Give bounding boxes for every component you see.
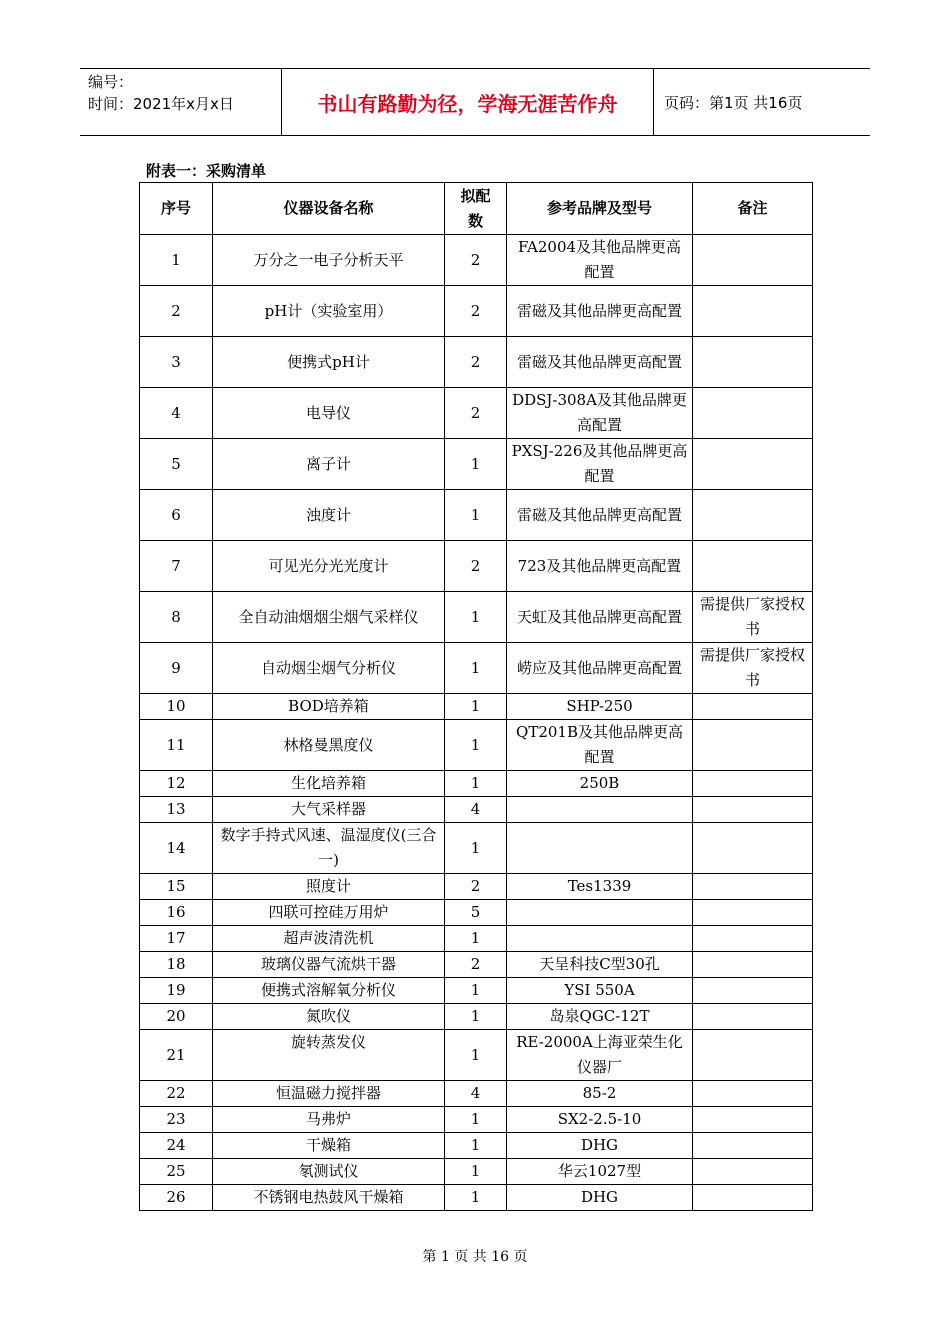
table-row — [140, 643, 813, 694]
cell-note — [693, 235, 813, 286]
cell-note — [693, 797, 813, 823]
cell-name: 旋转蒸发仪 — [213, 1030, 445, 1081]
cell-qty: 4 — [445, 1081, 507, 1107]
cell-model: 723及其他品牌更高配置 — [507, 541, 693, 592]
cell-model: PXSJ-226及其他品牌更高配置 — [507, 439, 693, 490]
cell-qty: 1 — [445, 1185, 507, 1211]
cell-note — [693, 1004, 813, 1030]
header-meta — [80, 69, 282, 135]
cell-name: BOD培养箱 — [213, 694, 445, 720]
cell-model: 85-2 — [507, 1081, 693, 1107]
cell-no: 18 — [140, 952, 213, 978]
cell-model — [507, 823, 693, 874]
cell-model: 天呈科技C型30孔 — [507, 952, 693, 978]
cell-name: 玻璃仪器气流烘干器 — [213, 952, 445, 978]
cell-model: DDSJ-308A及其他品牌更高配置 — [507, 388, 693, 439]
cell-name: 马弗炉 — [213, 1107, 445, 1133]
header-motto: 书山有路勤为径，学海无涯苦作舟 — [282, 69, 654, 135]
cell-note — [693, 388, 813, 439]
cell-note — [693, 541, 813, 592]
cell-no: 17 — [140, 926, 213, 952]
cell-no: 3 — [140, 337, 213, 388]
table-row — [140, 1133, 813, 1159]
cell-note — [693, 900, 813, 926]
cell-note — [693, 337, 813, 388]
header-model: 参考品牌及型号 — [507, 183, 693, 235]
cell-no: 25 — [140, 1159, 213, 1185]
cell-model: 雷磁及其他品牌更高配置 — [507, 490, 693, 541]
page-header — [80, 68, 870, 136]
header-page-info: 页码：第1页 共16页 — [664, 93, 803, 112]
table-row — [140, 926, 813, 952]
cell-name: 可见光分光光度计 — [213, 541, 445, 592]
cell-name: 氮吹仪 — [213, 1004, 445, 1030]
cell-no: 5 — [140, 439, 213, 490]
cell-qty: 1 — [445, 1107, 507, 1133]
cell-name: 恒温磁力搅拌器 — [213, 1081, 445, 1107]
cell-name: 全自动油烟烟尘烟气采样仪 — [213, 592, 445, 643]
cell-qty: 5 — [445, 900, 507, 926]
table-row — [140, 337, 813, 388]
cell-qty: 1 — [445, 1004, 507, 1030]
cell-note — [693, 490, 813, 541]
cell-model — [507, 900, 693, 926]
cell-note — [693, 771, 813, 797]
cell-model: SHP-250 — [507, 694, 693, 720]
header-note: 备注 — [693, 183, 813, 235]
cell-qty: 1 — [445, 439, 507, 490]
table-row — [140, 797, 813, 823]
cell-model: DHG — [507, 1133, 693, 1159]
procurement-table — [139, 182, 813, 1211]
cell-model — [507, 797, 693, 823]
cell-qty: 1 — [445, 1159, 507, 1185]
cell-no: 2 — [140, 286, 213, 337]
cell-name: 大气采样器 — [213, 797, 445, 823]
cell-qty: 2 — [445, 874, 507, 900]
cell-model: 崂应及其他品牌更高配置 — [507, 643, 693, 694]
header-qty: 拟配数 — [445, 183, 507, 235]
cell-name: 林格曼黑度仪 — [213, 720, 445, 771]
table-body — [140, 235, 813, 1211]
cell-model: RE-2000A上海亚荣生化仪器厂 — [507, 1030, 693, 1081]
table-row — [140, 978, 813, 1004]
cell-qty: 2 — [445, 235, 507, 286]
cell-model: Tes1339 — [507, 874, 693, 900]
cell-name: 离子计 — [213, 439, 445, 490]
table-row — [140, 1081, 813, 1107]
cell-qty: 1 — [445, 694, 507, 720]
table-row — [140, 1004, 813, 1030]
table-row — [140, 823, 813, 874]
cell-note — [693, 720, 813, 771]
cell-name: 电导仪 — [213, 388, 445, 439]
cell-name: 便携式pH计 — [213, 337, 445, 388]
cell-name: 照度计 — [213, 874, 445, 900]
table-row — [140, 541, 813, 592]
cell-name: 浊度计 — [213, 490, 445, 541]
table-row — [140, 1107, 813, 1133]
cell-note — [693, 1159, 813, 1185]
cell-note: 需提供厂家授权书 — [693, 592, 813, 643]
cell-model: 岛泉QGC-12T — [507, 1004, 693, 1030]
cell-qty: 4 — [445, 797, 507, 823]
cell-no: 13 — [140, 797, 213, 823]
cell-name: 氡测试仪 — [213, 1159, 445, 1185]
table-row — [140, 439, 813, 490]
cell-no: 26 — [140, 1185, 213, 1211]
cell-note — [693, 286, 813, 337]
table-row — [140, 286, 813, 337]
cell-note — [693, 1133, 813, 1159]
cell-no: 6 — [140, 490, 213, 541]
table-row — [140, 952, 813, 978]
cell-model: YSI 550A — [507, 978, 693, 1004]
cell-qty: 2 — [445, 952, 507, 978]
cell-model: 雷磁及其他品牌更高配置 — [507, 286, 693, 337]
cell-note — [693, 926, 813, 952]
cell-qty: 1 — [445, 978, 507, 1004]
cell-no: 15 — [140, 874, 213, 900]
table-row — [140, 874, 813, 900]
table-caption: 附表一：采购清单 — [146, 162, 267, 180]
cell-qty: 2 — [445, 337, 507, 388]
table-row — [140, 592, 813, 643]
cell-qty: 1 — [445, 1133, 507, 1159]
cell-no: 16 — [140, 900, 213, 926]
cell-note: 需提供厂家授权书 — [693, 643, 813, 694]
cell-name: 便携式溶解氧分析仪 — [213, 978, 445, 1004]
cell-model: FA2004及其他品牌更高配置 — [507, 235, 693, 286]
table-header-row — [140, 183, 813, 235]
cell-no: 19 — [140, 978, 213, 1004]
cell-no: 20 — [140, 1004, 213, 1030]
cell-qty: 1 — [445, 720, 507, 771]
cell-model: 雷磁及其他品牌更高配置 — [507, 337, 693, 388]
cell-note — [693, 978, 813, 1004]
cell-no: 7 — [140, 541, 213, 592]
table-row — [140, 900, 813, 926]
cell-no: 23 — [140, 1107, 213, 1133]
cell-name: 万分之一电子分析天平 — [213, 235, 445, 286]
cell-qty: 2 — [445, 388, 507, 439]
cell-note — [693, 439, 813, 490]
cell-model: QT201B及其他品牌更高配置 — [507, 720, 693, 771]
cell-no: 10 — [140, 694, 213, 720]
cell-note — [693, 823, 813, 874]
cell-qty: 2 — [445, 286, 507, 337]
cell-model: 250B — [507, 771, 693, 797]
cell-note — [693, 1081, 813, 1107]
cell-no: 22 — [140, 1081, 213, 1107]
cell-qty: 1 — [445, 823, 507, 874]
table-row — [140, 771, 813, 797]
table-row — [140, 490, 813, 541]
cell-name: 不锈钢电热鼓风干燥箱 — [213, 1185, 445, 1211]
cell-no: 1 — [140, 235, 213, 286]
table-row — [140, 720, 813, 771]
header-no: 序号 — [140, 183, 213, 235]
cell-no: 21 — [140, 1030, 213, 1081]
cell-qty: 1 — [445, 1030, 507, 1081]
table-row — [140, 235, 813, 286]
cell-note — [693, 1185, 813, 1211]
table-row — [140, 1185, 813, 1211]
cell-qty: 1 — [445, 926, 507, 952]
cell-name: 生化培养箱 — [213, 771, 445, 797]
page-footer: 第 1 页 共 16 页 — [422, 1249, 528, 1265]
table-row — [140, 694, 813, 720]
cell-model: SX2-2.5-10 — [507, 1107, 693, 1133]
cell-note — [693, 1107, 813, 1133]
cell-model — [507, 926, 693, 952]
cell-model: 华云1027型 — [507, 1159, 693, 1185]
cell-note — [693, 874, 813, 900]
cell-note — [693, 694, 813, 720]
cell-qty: 1 — [445, 592, 507, 643]
cell-no: 12 — [140, 771, 213, 797]
cell-qty: 2 — [445, 541, 507, 592]
document-number: 编号： — [88, 73, 134, 91]
document-date: 时间：2021年x月x日 — [88, 95, 234, 113]
cell-name: pH计（实验室用） — [213, 286, 445, 337]
table-row — [140, 1159, 813, 1185]
cell-name: 自动烟尘烟气分析仪 — [213, 643, 445, 694]
cell-name: 四联可控硅万用炉 — [213, 900, 445, 926]
cell-name: 超声波清洗机 — [213, 926, 445, 952]
table-row — [140, 1030, 813, 1081]
cell-no: 11 — [140, 720, 213, 771]
cell-note — [693, 952, 813, 978]
table-row — [140, 388, 813, 439]
cell-model: DHG — [507, 1185, 693, 1211]
cell-no: 14 — [140, 823, 213, 874]
cell-no: 8 — [140, 592, 213, 643]
cell-no: 9 — [140, 643, 213, 694]
cell-name: 干燥箱 — [213, 1133, 445, 1159]
cell-no: 4 — [140, 388, 213, 439]
cell-note — [693, 1030, 813, 1081]
cell-model: 天虹及其他品牌更高配置 — [507, 592, 693, 643]
header-name: 仪器设备名称 — [213, 183, 445, 235]
cell-qty: 1 — [445, 643, 507, 694]
cell-no: 24 — [140, 1133, 213, 1159]
cell-name: 数字手持式风速、温湿度仪(三合一) — [213, 823, 445, 874]
cell-qty: 1 — [445, 490, 507, 541]
cell-qty: 1 — [445, 771, 507, 797]
